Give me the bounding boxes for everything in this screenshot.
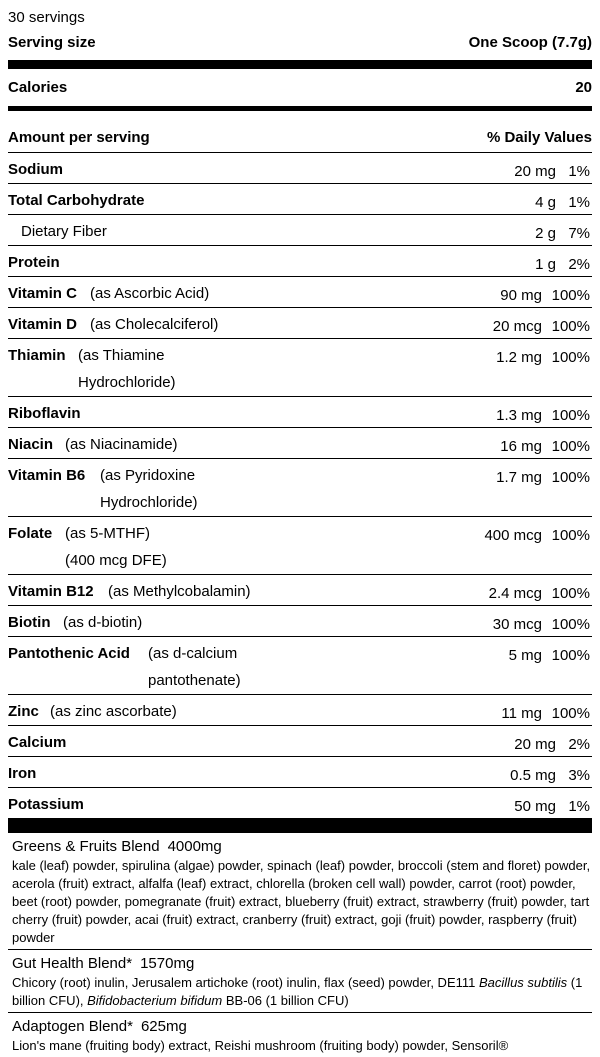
serving-size-row xyxy=(8,26,592,60)
nutrient-source-line1: (as Pyridoxine xyxy=(100,467,196,484)
nutrient-amount: 400 mcg xyxy=(484,527,542,544)
nutrient-name: Pantothenic Acid xyxy=(8,645,130,662)
adaptogen-blend-amount: 625mg xyxy=(140,1018,187,1035)
nutrient-name: Vitamin B6 xyxy=(8,467,86,484)
nutrient-row xyxy=(8,339,592,397)
adaptogen-blend xyxy=(8,1013,592,1057)
nutrient-name: Zinc xyxy=(8,703,39,720)
nutrient-name: Dietary Fiber xyxy=(21,223,107,240)
nutrient-row xyxy=(8,246,592,277)
nutrient-name: Thiamin xyxy=(8,347,66,364)
nutrient-source xyxy=(63,609,142,636)
greens-fruits-blend xyxy=(8,833,592,950)
nutrient-daily-value: 100% xyxy=(551,287,590,304)
gut-ingredients-part1: Chicory (root) inulin, Jerusalem artichoke (root) inulin, flax (seed) powder, DE111 xyxy=(12,975,479,990)
nutrient-name: Riboflavin xyxy=(8,405,81,422)
nutrient-amount: 1.2 mg xyxy=(496,349,542,366)
nutrient-daily-value: 2% xyxy=(568,736,590,753)
nutrient-name: Calcium xyxy=(8,734,67,751)
nutrient-row xyxy=(8,606,592,637)
nutrient-amount: 1.7 mg xyxy=(496,469,542,486)
nutrient-name: Vitamin C xyxy=(8,285,77,302)
nutrient-daily-value: 100% xyxy=(551,585,590,602)
nutrient-row xyxy=(8,575,592,606)
nutrient-source xyxy=(78,342,176,396)
nutrient-row xyxy=(8,459,592,517)
nutrient-row xyxy=(8,215,592,246)
nutrient-daily-value: 100% xyxy=(551,407,590,424)
nutrient-daily-value: 2% xyxy=(568,256,590,273)
daily-values-label: % Daily Values xyxy=(486,129,592,146)
nutrient-row xyxy=(8,788,592,819)
nutrient-daily-value: 100% xyxy=(551,616,590,633)
nutrient-source-line1: (as d-calcium xyxy=(148,645,238,662)
gut-blend-amount: 1570mg xyxy=(140,955,195,972)
nutrient-daily-value: 100% xyxy=(551,527,590,544)
gut-ingredients-part2: (1 billion CFU), xyxy=(12,975,583,1008)
nutrient-amount: 20 mg xyxy=(514,163,556,180)
nutrient-amount: 20 mcg xyxy=(492,318,542,335)
nutrient-source-line2: Hydrochloride) xyxy=(100,494,198,511)
gut-ingredients-bifidobacterium: Bifidobacterium bifidum xyxy=(87,993,223,1008)
nutrient-source-line1: (as Niacinamide) xyxy=(65,436,178,453)
nutrient-source-line1: (as Thiamine xyxy=(78,347,165,364)
nutrient-list xyxy=(8,153,592,819)
nutrient-source xyxy=(65,431,178,458)
nutrient-amount: 1.3 mg xyxy=(496,407,542,424)
nutrient-source xyxy=(50,698,177,725)
nutrient-source-line1: (as d-biotin) xyxy=(63,614,143,631)
nutrient-name: Folate xyxy=(8,525,53,542)
nutrient-row xyxy=(8,277,592,308)
gut-ingredients-bacillus: Bacillus subtilis xyxy=(479,975,568,990)
adaptogen-blend-name: Adaptogen Blend* xyxy=(12,1018,133,1035)
nutrient-source-line2: (400 mcg DFE) xyxy=(65,552,167,569)
thick-divider xyxy=(8,60,592,69)
nutrient-source xyxy=(108,578,251,605)
nutrient-amount: 4 g xyxy=(535,194,556,211)
amount-per-serving-label: Amount per serving xyxy=(8,129,150,146)
nutrient-name: Biotin xyxy=(8,614,51,631)
nutrient-daily-value: 100% xyxy=(551,349,590,366)
calories-row xyxy=(8,69,592,106)
calories-label: Calories xyxy=(8,79,68,96)
nutrient-daily-value: 1% xyxy=(568,194,590,211)
nutrient-source xyxy=(90,311,218,338)
nutrient-source-line2: pantothenate) xyxy=(148,672,241,689)
servings-per-container: 30 servings xyxy=(8,9,85,26)
nutrient-amount: 2 g xyxy=(535,225,556,242)
gut-health-blend xyxy=(8,950,592,1013)
greens-blend-name: Greens & Fruits Blend xyxy=(12,838,160,855)
nutrient-daily-value: 100% xyxy=(551,318,590,335)
nutrient-name: Niacin xyxy=(8,436,54,453)
nutrient-source xyxy=(100,462,198,516)
nutrient-daily-value: 1% xyxy=(568,163,590,180)
nutrient-source-line1: (as Methylcobalamin) xyxy=(108,583,251,600)
greens-blend-ingredients: kale (leaf) powder, spirulina (algae) powder, spinach (leaf) powder, broccoli (stem and floret) powder, acerola (fruit) extract, alfalfa (leaf) extract, chlorella (broken cell wall) powder, carrot (root) powder, beet (root) powder, pomegranate (fruit) extract, blueberry (fruit) extract, strawberry (fruit) powder, tart cherry (fruit) powder, acai (fruit) extract, cranberry (fruit) extract, goji (fruit) powder, raspberry (fruit) powder xyxy=(12,858,591,945)
nutrition-facts-panel xyxy=(8,0,592,1057)
nutrient-amount: 1 g xyxy=(535,256,556,273)
nutrient-daily-value: 1% xyxy=(568,798,590,815)
nutrient-source-line2: Hydrochloride) xyxy=(78,374,176,391)
nutrient-row xyxy=(8,695,592,726)
nutrient-source xyxy=(148,640,241,694)
greens-blend-amount: 4000mg xyxy=(167,838,222,855)
nutrient-row xyxy=(8,757,592,788)
nutrient-row xyxy=(8,726,592,757)
nutrient-source-line1: (as 5-MTHF) xyxy=(65,525,150,542)
nutrient-amount: 20 mg xyxy=(514,736,556,753)
nutrient-row xyxy=(8,517,592,575)
nutrient-row xyxy=(8,308,592,339)
nutrient-daily-value: 3% xyxy=(568,767,590,784)
gut-ingredients-part3: BB-06 (1 billion CFU) xyxy=(222,993,349,1008)
serving-size-label: Serving size xyxy=(8,34,96,51)
gut-blend-name: Gut Health Blend* xyxy=(12,955,133,972)
serving-size-value: One Scoop (7.7g) xyxy=(468,34,592,51)
nutrient-name: Vitamin B12 xyxy=(8,583,94,600)
nutrient-amount: 30 mcg xyxy=(492,616,542,633)
nutrient-name: Potassium xyxy=(8,796,84,813)
nutrient-source-line1: (as zinc ascorbate) xyxy=(50,703,177,720)
nutrient-amount: 2.4 mcg xyxy=(488,585,542,602)
nutrient-amount: 11 mg xyxy=(501,705,542,722)
nutrient-amount: 50 mg xyxy=(514,798,556,815)
calories-value: 20 xyxy=(575,79,592,96)
nutrient-name: Sodium xyxy=(8,161,63,178)
nutrient-daily-value: 7% xyxy=(568,225,590,242)
nutrient-source-line1: (as Cholecalciferol) xyxy=(90,316,219,333)
nutrient-amount: 5 mg xyxy=(508,647,542,664)
nutrient-source-line1: (as Ascorbic Acid) xyxy=(90,285,210,302)
nutrient-source xyxy=(65,520,167,574)
nutrient-name: Protein xyxy=(8,254,60,271)
nutrient-daily-value: 100% xyxy=(551,705,590,722)
nutrient-source xyxy=(90,280,209,307)
nutrient-row xyxy=(8,397,592,428)
blend-divider xyxy=(8,819,592,833)
nutrient-amount: 0.5 mg xyxy=(510,767,556,784)
nutrient-row xyxy=(8,184,592,215)
nutrient-daily-value: 100% xyxy=(551,647,590,664)
nutrient-name: Total Carbohydrate xyxy=(8,192,145,209)
nutrient-name: Vitamin D xyxy=(8,316,77,333)
nutrient-row xyxy=(8,428,592,459)
nutrient-daily-value: 100% xyxy=(551,469,590,486)
gut-blend-ingredients xyxy=(12,974,592,1010)
nutrient-row xyxy=(8,153,592,184)
nutrient-row xyxy=(8,637,592,695)
nutrient-amount: 16 mg xyxy=(500,438,542,455)
amount-header-row xyxy=(8,122,592,153)
nutrient-amount: 90 mg xyxy=(500,287,542,304)
nutrient-daily-value: 100% xyxy=(551,438,590,455)
adaptogen-blend-ingredients: Lion's mane (fruiting body) extract, Reishi mushroom (fruiting body) powder, Sensoril® xyxy=(12,1038,509,1053)
nutrient-name: Iron xyxy=(8,765,37,782)
